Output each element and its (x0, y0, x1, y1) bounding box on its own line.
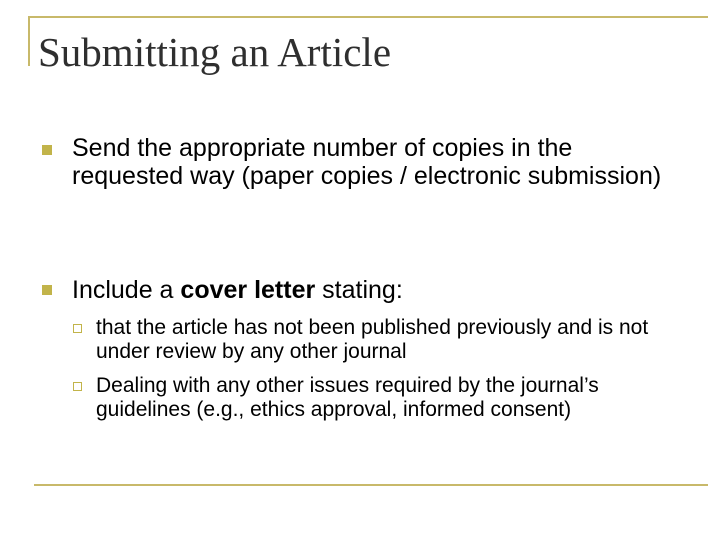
sub-bullet-text-1: that the article has not been published previously and is not under review by any other journal (96, 316, 649, 363)
bullet-text-2-suffix: stating: (315, 276, 403, 304)
bullet-text-2 (72, 276, 682, 304)
slide-title: Submitting an Article (38, 29, 392, 75)
sub-bullet-text-2: Dealing with any other issues required by the journal’s guidelines (e.g., ethics approval, informed consent) (96, 374, 599, 421)
left-rule (28, 16, 30, 66)
square-bullet-icon (42, 285, 52, 295)
hollow-square-bullet-icon (73, 324, 82, 333)
top-rule (28, 16, 708, 18)
bottom-rule (34, 484, 708, 486)
square-bullet-icon (42, 145, 52, 155)
bullet-text-1: Send the appropriate number of copies in the requested way (paper copies / electronic submission) (72, 134, 662, 190)
bullet-text-2-bold: cover letter (180, 276, 316, 304)
hollow-square-bullet-icon (73, 382, 82, 391)
bullet-text-2-prefix: Include a (72, 276, 181, 304)
